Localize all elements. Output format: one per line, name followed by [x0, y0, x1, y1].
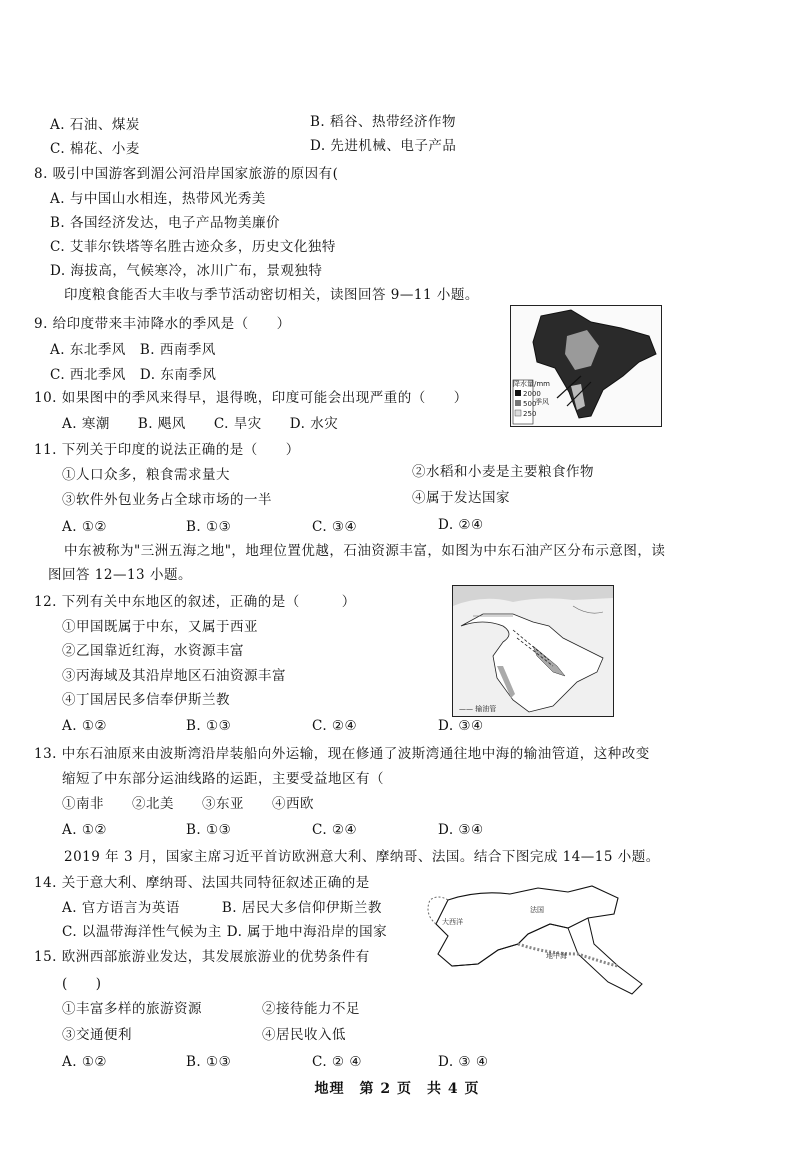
middle-east-oil-map [452, 585, 614, 717]
q10-options: A. 寒潮 B. 飓风 C. 旱灾 D. 水灾 [62, 416, 339, 432]
q8-option-d: D. 海拔高，气候寒冷，冰川广布，景观独特 [50, 263, 323, 279]
europe-map [418, 884, 646, 996]
q11-option-d: D. ②④ [438, 517, 484, 533]
intro-12-13-line1: 中东被称为"三洲五海之地"，地理位置优越，石油资源丰富，如图为中东石油产区分布示意图，读 [64, 543, 666, 559]
q13-stem-line2: 缩短了中东部分运油线路的运距，主要受益地区有（ [62, 771, 384, 787]
q12-statement-4: ④丁国居民多信奉伊斯兰教 [62, 692, 230, 708]
q13-statements: ①南非 ②北美 ③东亚 ④西欧 [62, 796, 314, 812]
q11-statement-1: ①人口众多，粮食需求量大 [62, 467, 230, 483]
q12-option-d: D. ③④ [438, 718, 484, 734]
q15-statement-4: ④居民收入低 [262, 1027, 346, 1043]
middle-east-map-graphic [453, 586, 613, 716]
india-monsoon-label: 季风 [535, 398, 549, 406]
label-atlantic: 大西洋 [442, 918, 463, 926]
q7-option-c: C. 棉花、小麦 [50, 141, 140, 157]
q13-option-c: C. ②④ [312, 822, 358, 838]
label-mediterranean: 地中海 [546, 952, 567, 960]
q14-stem: 14. 关于意大利、摩纳哥、法国共同特征叙述正确的是 [34, 875, 370, 891]
q11-option-c: C. ③④ [312, 519, 358, 535]
q12-option-b: B. ①③ [186, 718, 232, 734]
q8-stem: 8. 吸引中国游客到湄公河沿岸国家旅游的原因有( [34, 166, 339, 182]
q15-stem: 15. 欧洲西部旅游业发达，其发展旅游业的优势条件有 [34, 949, 370, 965]
q8-option-b: B. 各国经济发达，电子产品物美廉价 [50, 215, 281, 231]
q15-option-b: B. ①③ [186, 1054, 232, 1070]
intro-14-15: 2019 年 3 月，国家主席习近平首访欧洲意大利、摩纳哥、法国。结合下图完成 14—15 小题。 [64, 849, 660, 865]
me-map-legend: —— 输油管 [459, 705, 497, 713]
q11-statement-4: ④属于发达国家 [412, 490, 510, 506]
q11-stem: 11. 下列关于印度的说法正确的是（ ） [34, 442, 300, 458]
q9-options-ab: A. 东北季风 B. 西南季风 [50, 342, 216, 358]
q15-statement-3: ③交通便利 [62, 1027, 132, 1043]
q9-stem: 9. 给印度带来丰沛降水的季风是（ ） [34, 316, 291, 332]
page-footer: 地理 第 2 页 共 4 页 [314, 1081, 480, 1097]
q14-options-cd: C. 以温带海洋性气候为主 D. 属于地中海沿岸的国家 [62, 924, 388, 940]
q12-statement-2: ②乙国靠近红海，水资源丰富 [62, 643, 244, 659]
q8-option-c: C. 艾菲尔铁塔等名胜古迹众多，历史文化独特 [50, 239, 336, 255]
q7-option-d: D. 先进机械、电子产品 [310, 138, 457, 154]
q15-statement-1: ①丰富多样的旅游资源 [62, 1001, 202, 1017]
q15-option-c: C. ② ④ [312, 1054, 362, 1070]
q15-paren: ( ) [62, 976, 102, 992]
q12-statement-1: ①甲国既属于中东，又属于西亚 [62, 619, 258, 635]
q12-option-c: C. ②④ [312, 718, 358, 734]
q12-option-a: A. ①② [62, 718, 108, 734]
q14-options-ab: A. 官方语言为英语 B. 居民大多信仰伊斯兰教 [62, 900, 382, 916]
q13-stem-line1: 13. 中东石油原来由波斯湾沿岸装船向外运输，现在修通了波斯湾通往地中海的输油管道，这种改变 [34, 746, 650, 762]
india-legend-1: 2000 [523, 390, 541, 398]
intro-12-13-line2: 图回答 12—13 小题。 [48, 567, 192, 583]
q7-option-a: A. 石油、煤炭 [50, 117, 140, 133]
q10-stem: 10. 如果图中的季风来得早，退得晚，印度可能会出现严重的（ ） [34, 390, 468, 406]
q12-statement-3: ③丙海域及其沿岸地区石油资源丰富 [62, 668, 286, 684]
q15-option-a: A. ①② [62, 1054, 108, 1070]
q13-option-a: A. ①② [62, 822, 108, 838]
q12-stem: 12. 下列有关中东地区的叙述，正确的是（ ） [34, 594, 356, 610]
q13-option-b: B. ①③ [186, 822, 232, 838]
q15-option-d: D. ③ ④ [438, 1054, 489, 1070]
q15-statement-2: ②接待能力不足 [262, 1001, 360, 1017]
india-map-graphic [511, 306, 661, 426]
europe-map-graphic [418, 884, 646, 996]
intro-9-11: 印度粮食能否大丰收与季节活动密切相关，读图回答 9—11 小题。 [64, 287, 479, 303]
q7-option-b: B. 稻谷、热带经济作物 [310, 114, 457, 130]
q11-statement-2: ②水稻和小麦是主要粮食作物 [412, 464, 594, 480]
india-legend-title: 降水量/mm [513, 380, 550, 388]
q11-statement-3: ③软件外包业务占全球市场的一半 [62, 492, 272, 508]
india-monsoon-map [510, 305, 662, 427]
q9-options-cd: C. 西北季风 D. 东南季风 [50, 367, 217, 383]
india-legend-2: 500 [523, 400, 537, 408]
q11-option-a: A. ①② [62, 519, 108, 535]
india-legend-3: 250 [523, 410, 537, 418]
q8-option-a: A. 与中国山水相连，热带风光秀美 [50, 191, 266, 207]
q13-option-d: D. ③④ [438, 822, 484, 838]
q11-option-b: B. ①③ [186, 519, 232, 535]
label-france: 法国 [530, 906, 544, 914]
